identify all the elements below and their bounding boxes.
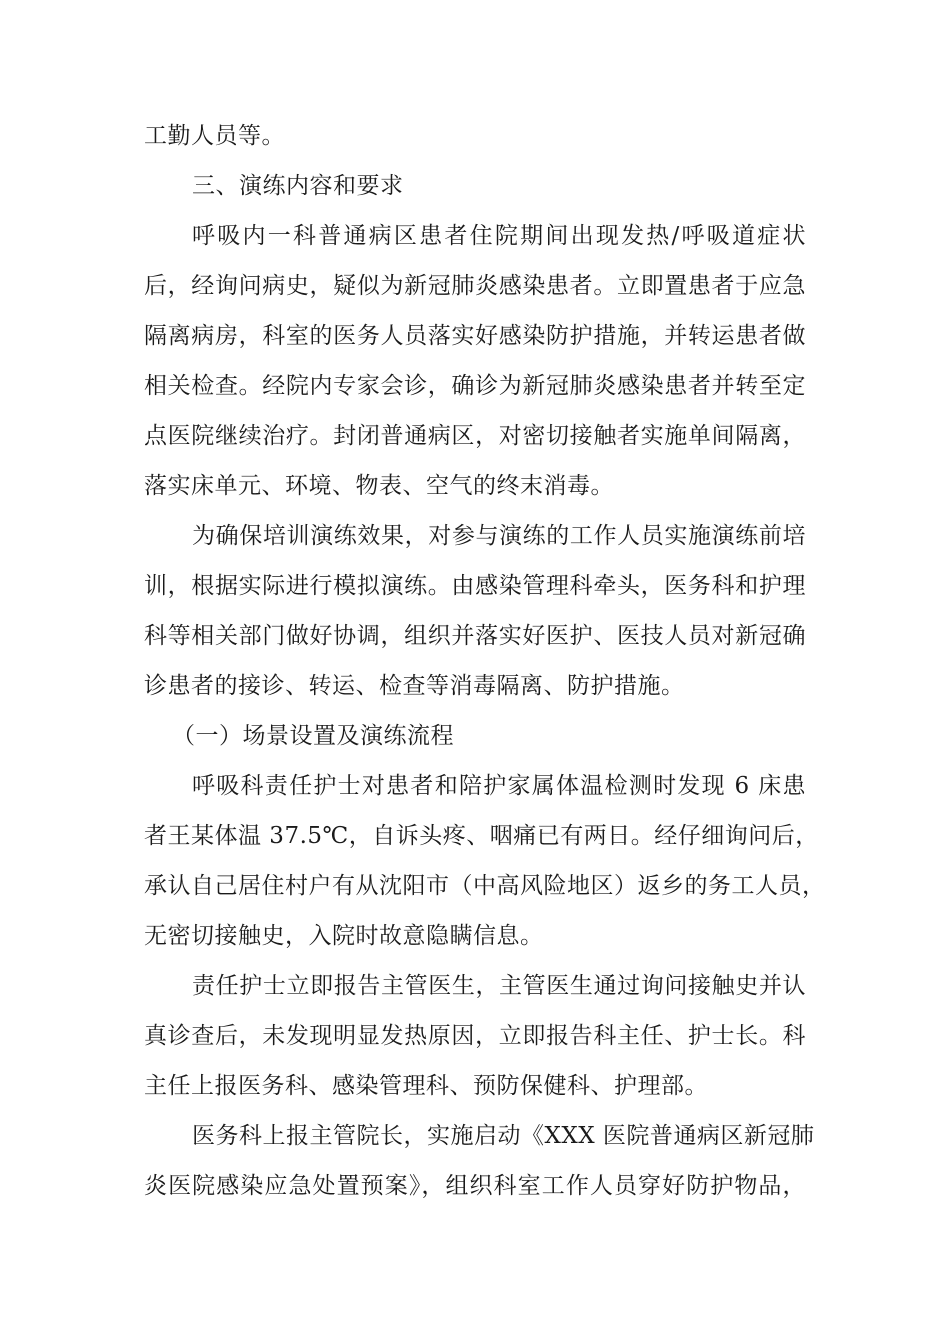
text-line: 为确保培训演练效果，对参与演练的工作人员实施演练前培 — [192, 523, 806, 549]
text-line: 隔离病房，科室的医务人员落实好感染防护措施，并转运患者做 — [144, 323, 806, 349]
subsection-heading: （一）场景设置及演练流程 — [172, 723, 454, 749]
text-line: 呼吸科责任护士对患者和陪护家属体温检测时发现 6 床患 — [192, 773, 806, 799]
text-line: 无密切接触史，入院时故意隐瞒信息。 — [144, 923, 544, 949]
text-line: 者王某体温 37.5℃，自诉头疼、咽痛已有两日。经仔细询问后， — [144, 823, 819, 849]
text-line: 真诊查后，未发现明显发热原因，立即报告科主任、护士长。科 — [144, 1023, 806, 1049]
text-line: 科等相关部门做好协调，组织并落实好医护、医技人员对新冠确 — [144, 623, 806, 649]
text-line: 训，根据实际进行模拟演练。由感染管理科牵头，医务科和护理 — [144, 573, 806, 599]
text-line: 责任护士立即报告主管医生，主管医生通过询问接触史并认 — [192, 973, 806, 999]
text-line: 呼吸内一科普通病区患者住院期间出现发热/呼吸道症状 — [192, 223, 806, 249]
text-line: 点医院继续治疗。封闭普通病区，对密切接触者实施单间隔离， — [144, 423, 806, 449]
text-line: 落实床单元、环境、物表、空气的终末消毒。 — [144, 473, 614, 499]
section-heading: 三、演练内容和要求 — [192, 173, 404, 199]
text-line: 医务科上报主管院长，实施启动《XXX 医院普通病区新冠肺 — [192, 1123, 815, 1149]
text-line: 相关检查。经院内专家会诊，确诊为新冠肺炎感染患者并转至定 — [144, 373, 806, 399]
text-line: 主任上报医务科、感染管理科、预防保健科、护理部。 — [144, 1073, 708, 1099]
text-line: 诊患者的接诊、转运、检查等消毒隔离、防护措施。 — [144, 673, 685, 699]
text-line: 炎医院感染应急处置预案》，组织科室工作人员穿好防护物品， — [144, 1173, 806, 1199]
text-line: 工勤人员等。 — [144, 123, 285, 149]
text-line: 后，经询问病史，疑似为新冠肺炎感染患者。立即置患者于应急 — [144, 273, 806, 299]
text-line: 承认自己居住村户有从沈阳市（中高风险地区）返乡的务工人员， — [144, 873, 826, 899]
